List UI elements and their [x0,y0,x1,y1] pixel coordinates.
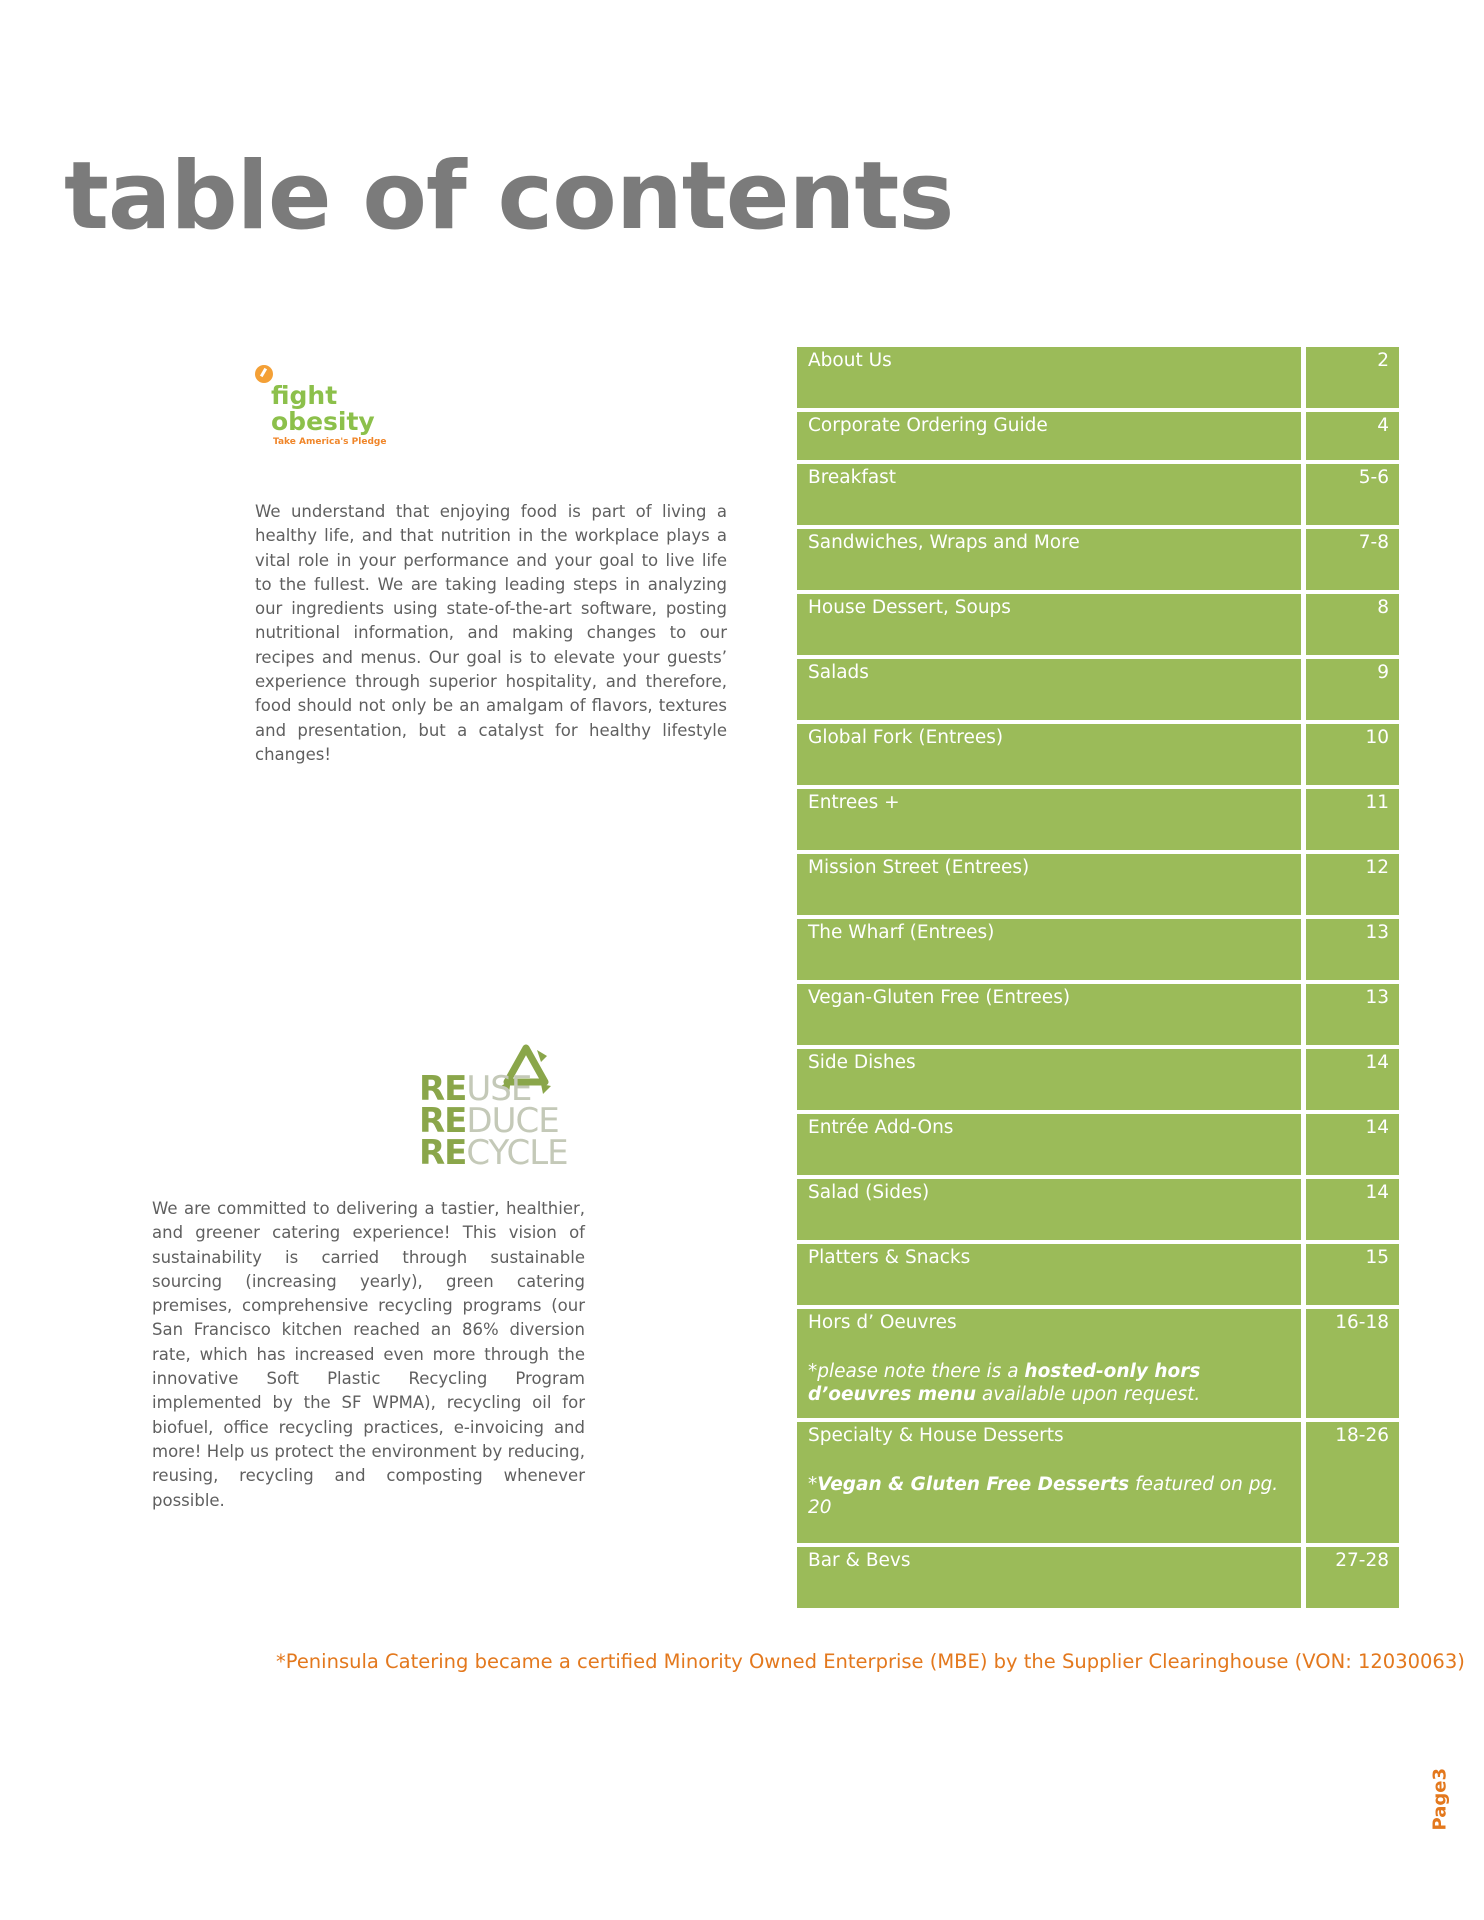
toc-page-number: 14 [1306,1114,1399,1175]
page-title: table of contents [64,142,954,251]
toc-row[interactable] [797,854,1399,915]
toc-section-name: Breakfast [797,464,1301,525]
toc-row[interactable] [797,1049,1399,1110]
toc-section-name: Bar & Bevs [797,1547,1301,1608]
toc-section-name: Entrees + [797,789,1301,850]
toc-row[interactable] [797,724,1399,785]
toc-section-name: Vegan-Gluten Free (Entrees) [797,984,1301,1045]
toc-page-number: 9 [1306,659,1399,720]
toc-section-name: The Wharf (Entrees) [797,919,1301,980]
toc-section-name: Global Fork (Entrees) [797,724,1301,785]
toc-page-number: 11 [1306,789,1399,850]
toc-page-number: 8 [1306,594,1399,655]
toc-page-number: 27-28 [1306,1547,1399,1608]
toc-row[interactable] [797,984,1399,1045]
toc-page-number: 13 [1306,984,1399,1045]
toc-section-name: Mission Street (Entrees) [797,854,1301,915]
toc-page-number: 12 [1306,854,1399,915]
toc-section-name [797,1309,1301,1418]
toc-page-number: 5-6 [1306,464,1399,525]
toc-section-title: Hors d’ Oeuvres [808,1312,957,1333]
logo-word-fight: fight [271,381,338,410]
fight-obesity-logo [255,363,395,449]
toc-page-number: 4 [1306,412,1399,460]
logo-line-reduce: REDUCE [419,1101,559,1141]
logo-tagline: Take America's Pledge [273,437,387,447]
mbe-footnote: *Peninsula Catering became a certified Minority Owned Enterprise (MBE) by the Supplier Clearinghouse (VON: 12030063) [276,1650,1465,1673]
toc-note: *please note there is a hosted-only hors d’oeuvres menu available upon request. [808,1361,1201,1406]
toc-page-number: 10 [1306,724,1399,785]
toc-row[interactable] [797,594,1399,655]
toc-section-name: Salads [797,659,1301,720]
toc-table [797,347,1399,1612]
toc-row[interactable] [797,347,1399,408]
toc-row[interactable] [797,1114,1399,1175]
toc-row[interactable] [797,659,1399,720]
toc-section-name: Salad (Sides) [797,1179,1301,1240]
intro-paragraph: We understand that enjoying food is part of living a healthy life, and that nutrition in the workplace plays a vital role in your performance and your goal to live life to the fullest. We are taking leading steps in analyzing our ingredients using state-of-the-art software, posting nutritional information, and making changes to our recipes and menus. Our goal is to elevate your guests’ experience through superior hospitality, and therefore, food should not only be an amalgam of flavors, textures and presentation, but a catalyst for healthy lifestyle changes! [255,502,727,764]
page-number-text: Page3 [1429,1768,1451,1831]
toc-page-number: 7-8 [1306,529,1399,590]
toc-row[interactable] [797,919,1399,980]
logo-line-recycle: RECYCLE [419,1133,568,1173]
toc-section-name: Side Dishes [797,1049,1301,1110]
logo-word-obesity: obesity [271,407,375,436]
toc-page-number: 16-18 [1306,1309,1399,1418]
toc-section-name: Sandwiches, Wraps and More [797,529,1301,590]
toc-row[interactable] [797,529,1399,590]
toc-section-title: Specialty & House Desserts [808,1425,1064,1446]
toc-section-name: House Dessert, Soups [797,594,1301,655]
toc-row[interactable] [797,1179,1399,1240]
toc-page-number: 13 [1306,919,1399,980]
page-number-label [1430,1770,1450,1830]
sustainability-paragraph: We are committed to delivering a tastier, healthier, and greener catering experience! This vision of sustainability is carried through sustainable sourcing (increasing yearly), green catering premises, comprehensive recycling programs (our San Francisco kitchen reached an 86% diversion rate, which has increased even more through the innovative Soft Plastic Recycling Program implemented by the SF WPMA), recycling oil for biofuel, office recycling practices, e-invoicing and more! Help us protect the environment by reducing, reusing, recycling and composting whenever possible. [152,1199,585,1510]
toc-row[interactable] [797,789,1399,850]
toc-section-name: Platters & Snacks [797,1244,1301,1305]
reuse-reduce-recycle-logo [415,1042,580,1173]
toc-page-number: 14 [1306,1179,1399,1240]
toc-note: *Vegan & Gluten Free Desserts featured on pg. 20 [808,1474,1279,1519]
toc-section-name: About Us [797,347,1301,408]
toc-row[interactable] [797,1309,1399,1418]
toc-page-number: 18-26 [1306,1422,1399,1543]
toc-page-number: 14 [1306,1049,1399,1110]
toc-page-number: 15 [1306,1244,1399,1305]
toc-row[interactable] [797,412,1399,460]
toc-row[interactable] [797,1547,1399,1608]
toc-page-number: 2 [1306,347,1399,408]
logo-line-reuse: REUSE [419,1069,532,1109]
toc-row[interactable] [797,464,1399,525]
toc-section-name [797,1422,1301,1543]
toc-row[interactable] [797,1422,1399,1543]
toc-section-name: Corporate Ordering Guide [797,412,1301,460]
toc-row[interactable] [797,1244,1399,1305]
toc-section-name: Entrée Add-Ons [797,1114,1301,1175]
